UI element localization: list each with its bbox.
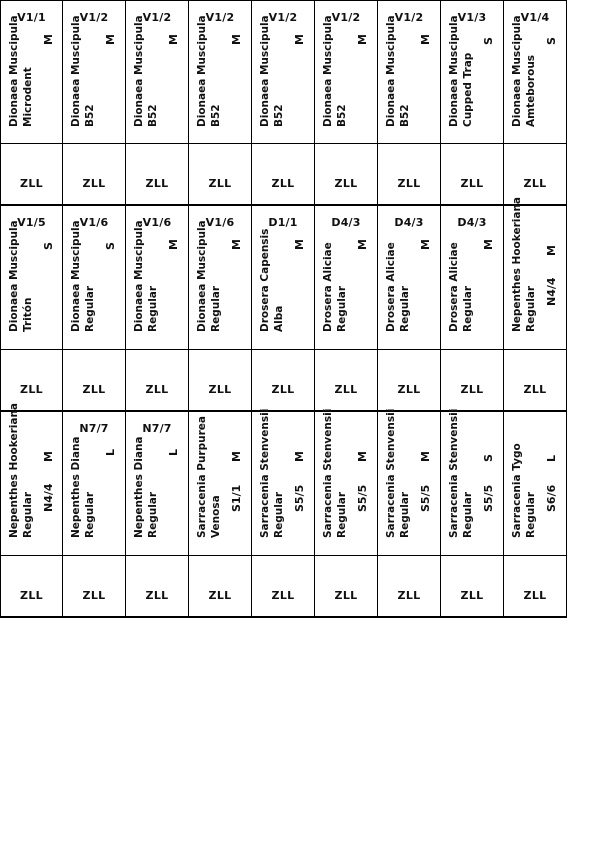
label-text: [195, 220, 223, 332]
label-cell: [441, 408, 504, 556]
label-footer-cell: [441, 350, 504, 412]
variety-name: Regular: [84, 285, 96, 332]
label-footer-cell: [315, 350, 378, 412]
footer-text: ZLL: [20, 589, 43, 602]
label-code: V1/1: [17, 11, 46, 24]
label-code: V1/6: [142, 216, 172, 229]
label-cell: [252, 206, 315, 350]
label-code: V1/2: [79, 11, 109, 24]
label-text-block: [69, 220, 96, 333]
label-text-block: [7, 402, 34, 539]
label-text: [321, 15, 349, 127]
variety-name: Regular: [336, 285, 348, 332]
size-code: M: [293, 34, 306, 45]
label-cell: [0, 0, 63, 144]
label-text: [321, 409, 349, 538]
label-text-block: [7, 15, 34, 128]
variety-name: Regular: [84, 491, 96, 538]
variety-name: B52: [399, 104, 411, 127]
label-footer-cell: [252, 556, 315, 618]
footer-text: ZLL: [334, 177, 358, 190]
label-cell: [441, 0, 504, 144]
label-text-block: [321, 15, 348, 128]
label-cell: [504, 0, 567, 144]
label-text-block: [132, 436, 159, 539]
variety-name: Regular: [462, 491, 474, 538]
species-name: Drosera Capensis: [259, 228, 271, 332]
label-cell: [378, 0, 441, 144]
label-text-block: [258, 408, 285, 539]
label-footer-cell: [63, 350, 126, 412]
size-code: M: [230, 239, 243, 250]
variety-name: Regular: [525, 285, 537, 332]
species-name: Dionaea Muscipula: [259, 15, 271, 127]
label-text: [321, 242, 349, 332]
size-code: M: [356, 34, 369, 45]
label-text: [7, 15, 35, 127]
label-footer-cell: [378, 350, 441, 412]
footer-text: ZLL: [20, 383, 43, 396]
label-code: V1/6: [79, 216, 109, 229]
label-code: V1/4: [520, 11, 550, 24]
size-code: M: [42, 451, 55, 462]
label-cell: [504, 196, 567, 350]
size-code: S: [104, 242, 117, 250]
label-cell: [126, 206, 189, 350]
footer-text: ZLL: [397, 177, 421, 190]
species-name: Dionaea Muscipula: [8, 15, 20, 127]
label-code: V1/2: [394, 11, 424, 24]
side-code: S6/6: [545, 484, 558, 512]
variety-name: Microdent: [22, 67, 34, 127]
label-text-block: [69, 436, 96, 539]
footer-text: ZLL: [397, 589, 421, 602]
label-footer-cell: [126, 350, 189, 412]
size-code: M: [356, 239, 369, 250]
species-name: Nepenthes Diana: [133, 436, 145, 538]
label-footer-cell: [315, 556, 378, 618]
label-cell: [315, 206, 378, 350]
label-footer-cell: [126, 556, 189, 618]
species-name: Dionaea Muscipula: [448, 15, 460, 127]
label-code: V1/2: [268, 11, 298, 24]
label-text: [447, 242, 475, 332]
footer-text: ZLL: [208, 177, 232, 190]
label-footer-cell: [315, 144, 378, 206]
species-name: Dionaea Muscipula: [196, 220, 208, 332]
label-text: [258, 229, 286, 332]
label-text: [69, 436, 97, 538]
label-text: [384, 409, 412, 538]
label-text: [132, 220, 160, 332]
label-footer-cell: [0, 556, 63, 618]
footer-text: ZLL: [145, 589, 169, 602]
label-cell: [315, 408, 378, 556]
species-name: Drosera Aliciae: [448, 242, 460, 332]
variety-name: Regular: [399, 285, 411, 332]
footer-text: ZLL: [20, 177, 43, 190]
label-code: N7/7: [142, 422, 172, 435]
label-footer-cell: [126, 144, 189, 206]
label-footer-cell: [378, 144, 441, 206]
species-name: Dionaea Muscipula: [385, 15, 397, 127]
species-name: Dionaea Muscipula: [511, 15, 523, 127]
label-footer-cell: [0, 144, 63, 206]
label-text-block: [258, 15, 285, 128]
side-code: S5/5: [293, 484, 306, 512]
label-text-block: [510, 196, 537, 333]
label-text-block: [321, 408, 348, 539]
size-code: S: [482, 454, 495, 462]
size-code: M: [230, 34, 243, 45]
label-cell: [252, 408, 315, 556]
variety-name: Alba: [273, 305, 285, 332]
size-code: M: [293, 239, 306, 250]
label-code: V1/6: [205, 216, 235, 229]
footer-text: ZLL: [460, 177, 484, 190]
label-cell: [378, 206, 441, 350]
footer-text: ZLL: [334, 589, 358, 602]
label-text-block: [132, 15, 159, 128]
label-code: N7/7: [79, 422, 109, 435]
size-code: S: [42, 242, 55, 250]
species-name: Dionaea Muscipula: [133, 15, 145, 127]
size-code: S: [482, 37, 495, 45]
size-code: M: [167, 239, 180, 250]
label-footer-cell: [504, 350, 567, 412]
footer-text: ZLL: [208, 589, 232, 602]
species-name: Dionaea Muscipula: [8, 220, 20, 332]
label-code: D4/3: [331, 216, 361, 229]
variety-name: B52: [336, 104, 348, 127]
label-footer-cell: [441, 144, 504, 206]
footer-text: ZLL: [397, 383, 421, 396]
label-text-block: [132, 220, 159, 333]
label-text: [7, 220, 35, 332]
label-cell: [378, 408, 441, 556]
variety-name: Tritón: [22, 297, 34, 332]
label-cell: [63, 206, 126, 350]
label-cell: [126, 412, 189, 556]
species-name: Nepenthes Hookeriana: [511, 196, 523, 332]
species-name: Dionaea Muscipula: [196, 15, 208, 127]
size-code: M: [104, 34, 117, 45]
variety-name: B52: [147, 104, 159, 127]
size-code: M: [167, 34, 180, 45]
footer-text: ZLL: [82, 383, 106, 396]
label-text-block: [510, 443, 537, 539]
label-code: V1/5: [17, 216, 46, 229]
label-text-block: [69, 15, 96, 128]
size-code: L: [167, 448, 180, 456]
species-name: Sarracenia Stenvensii: [322, 408, 334, 538]
label-cell: [189, 412, 252, 556]
label-cell: [189, 206, 252, 350]
label-text-block: [195, 416, 222, 539]
label-text-block: [195, 15, 222, 128]
variety-name: B52: [210, 104, 222, 127]
label-text-block: [7, 220, 34, 333]
variety-name: Regular: [462, 285, 474, 332]
species-name: Drosera Aliciae: [385, 242, 397, 332]
size-code: M: [419, 34, 432, 45]
label-text: [447, 409, 475, 538]
label-cell: [126, 0, 189, 144]
label-code: V1/2: [142, 11, 172, 24]
variety-name: B52: [84, 104, 96, 127]
footer-text: ZLL: [271, 177, 295, 190]
variety-name: Regular: [273, 491, 285, 538]
variety-name: Regular: [147, 285, 159, 332]
variety-name: Venosa: [210, 495, 222, 538]
label-text-block: [258, 228, 285, 333]
species-name: Dionaea Muscipula: [322, 15, 334, 127]
label-text: [384, 15, 412, 127]
size-code: L: [545, 454, 558, 462]
size-code: M: [419, 239, 432, 250]
species-name: Dionaea Muscipula: [70, 15, 82, 127]
label-text: [258, 15, 286, 127]
footer-text: ZLL: [145, 383, 169, 396]
label-text-block: [384, 242, 411, 333]
variety-name: Regular: [336, 491, 348, 538]
label-code: V1/2: [331, 11, 361, 24]
label-footer-cell: [63, 556, 126, 618]
footer-text: ZLL: [523, 177, 547, 190]
species-name: Sarracenia Purpurea: [196, 416, 208, 538]
size-code: L: [104, 448, 117, 456]
label-cell: [63, 412, 126, 556]
variety-name: Regular: [147, 491, 159, 538]
size-code: M: [545, 245, 558, 256]
label-cell: [0, 402, 63, 556]
size-code: M: [419, 451, 432, 462]
species-name: Nepenthes Diana: [70, 436, 82, 538]
variety-name: Amteborous: [525, 54, 537, 127]
side-code: S1/1: [230, 484, 243, 512]
variety-name: Regular: [525, 491, 537, 538]
variety-name: B52: [273, 104, 285, 127]
label-text: [69, 15, 97, 127]
footer-text: ZLL: [460, 589, 484, 602]
label-text-block: [447, 408, 474, 539]
label-code: D4/3: [457, 216, 487, 229]
label-footer-cell: [252, 350, 315, 412]
label-cell: [0, 206, 63, 350]
label-text: [384, 242, 412, 332]
label-text-block: [384, 15, 411, 128]
label-text-block: [195, 220, 222, 333]
footer-text: ZLL: [523, 383, 547, 396]
label-text: [195, 416, 223, 538]
label-cell: [315, 0, 378, 144]
size-code: M: [293, 451, 306, 462]
species-name: Drosera Aliciae: [322, 242, 334, 332]
species-name: Sarracenia Stenvensii: [385, 408, 397, 538]
variety-name: Regular: [210, 285, 222, 332]
label-text: [69, 220, 97, 332]
species-name: Dionaea Muscipula: [133, 220, 145, 332]
label-footer-cell: [504, 556, 567, 618]
species-name: Sarracenia Stenvensii: [259, 408, 271, 538]
species-name: Dionaea Muscipula: [70, 220, 82, 332]
size-code: M: [42, 34, 55, 45]
label-cell: [189, 0, 252, 144]
label-text-block: [321, 242, 348, 333]
side-code: N4/4: [42, 483, 55, 512]
label-code: V1/3: [457, 11, 487, 24]
label-footer-cell: [189, 556, 252, 618]
size-code: M: [356, 451, 369, 462]
species-name: Sarracenia Stenvensii: [448, 408, 460, 538]
label-text: [132, 15, 160, 127]
label-cell: [441, 206, 504, 350]
size-code: S: [545, 37, 558, 45]
label-cell: [252, 0, 315, 144]
side-code: S5/5: [482, 484, 495, 512]
label-footer-cell: [189, 350, 252, 412]
footer-text: ZLL: [271, 383, 295, 396]
label-text: [258, 409, 286, 538]
label-footer-cell: [252, 144, 315, 206]
footer-text: ZLL: [523, 589, 547, 602]
label-code: V1/2: [205, 11, 235, 24]
label-text-block: [510, 15, 537, 128]
footer-text: ZLL: [460, 383, 484, 396]
label-text: [7, 403, 35, 538]
label-text-block: [447, 242, 474, 333]
label-footer-cell: [63, 144, 126, 206]
label-code: D4/3: [394, 216, 424, 229]
label-text-block: [384, 408, 411, 539]
side-code: S5/5: [419, 484, 432, 512]
variety-name: Cupped Trap: [462, 52, 474, 127]
footer-text: ZLL: [208, 383, 232, 396]
species-name: Sarracenia Tygo: [511, 443, 523, 538]
label-footer-cell: [441, 556, 504, 618]
side-code: S5/5: [356, 484, 369, 512]
label-cell: [504, 412, 567, 556]
label-footer-cell: [189, 144, 252, 206]
footer-text: ZLL: [271, 589, 295, 602]
variety-name: Regular: [399, 491, 411, 538]
label-text: [447, 15, 475, 127]
variety-name: Regular: [22, 491, 34, 538]
label-text: [132, 436, 160, 538]
label-code: D1/1: [268, 216, 298, 229]
footer-text: ZLL: [82, 177, 106, 190]
label-text: [510, 443, 538, 538]
side-code: N4/4: [545, 277, 558, 306]
label-footer-cell: [378, 556, 441, 618]
label-text: [510, 197, 538, 332]
label-text-block: [447, 15, 474, 128]
size-code: M: [482, 239, 495, 250]
footer-text: ZLL: [145, 177, 169, 190]
footer-text: ZLL: [82, 589, 106, 602]
label-text: [510, 15, 538, 127]
footer-text: ZLL: [334, 383, 358, 396]
label-text: [195, 15, 223, 127]
label-cell: [63, 0, 126, 144]
size-code: M: [230, 451, 243, 462]
species-name: Nepenthes Hookeriana: [8, 402, 20, 538]
